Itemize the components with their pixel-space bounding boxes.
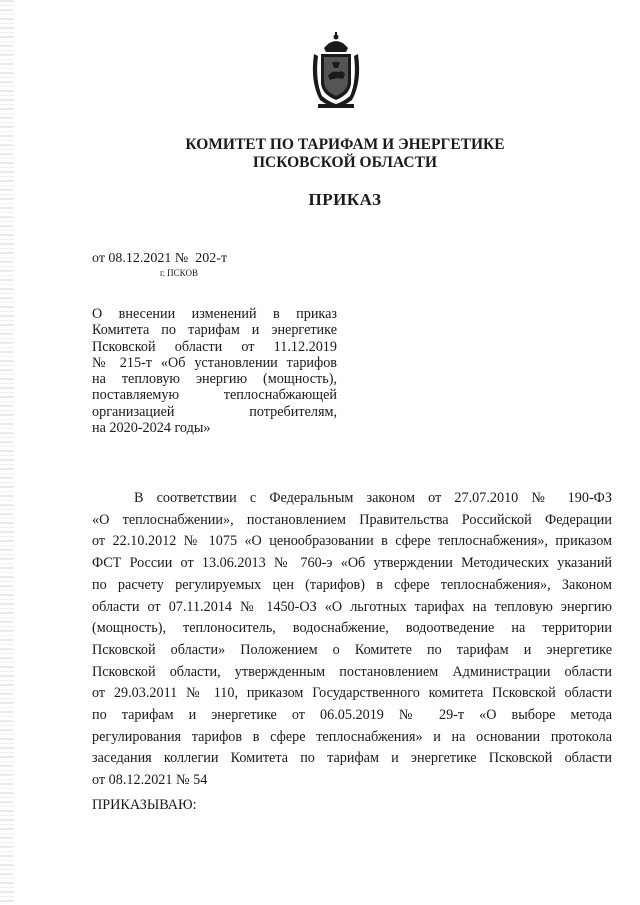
subject-line: на 2020-2024 годы» (92, 420, 211, 437)
coat-of-arms-icon (310, 32, 362, 110)
document-type: ПРИКАЗ (308, 190, 382, 209)
organization-title-line-2: ПСКОВСКОЙ ОБЛАСТИ (252, 154, 437, 171)
body-line: Псковской области, утвержденным постановлением Администрации области (92, 663, 612, 680)
subject-line: № 215-т «Об установлении тарифов (92, 354, 337, 371)
body-paragraph (92, 488, 612, 792)
organization-title-line-1: КОМИТЕТ ПО ТАРИФАМ И ЭНЕРГЕТИКЕ (185, 136, 505, 153)
body-line: ФСТ России от 13.06.2013 № 760-э «Об утверждении Методических указаний (92, 555, 612, 572)
body-line: по тарифам и энергетике от 06.05.2019 № 29-т «О выборе метода (92, 707, 612, 724)
subject-line: поставляемую теплоснабжающей (92, 387, 337, 404)
subject-line: Псковской области от 11.12.2019 (92, 338, 337, 355)
body-line: В соответствии с Федеральным законом от 27.07.2010 № 190-ФЗ (134, 490, 612, 506)
body-line: «О теплоснабжении», постановлением Правительства Российской Федерации (92, 511, 612, 528)
organization-title (120, 136, 570, 172)
body-line: от 22.10.2012 № 1075 «О ценообразовании в сфере теплоснабжения», приказом (92, 533, 612, 550)
body-line: Псковской области» Положением о Комитете по тарифам и энергетике (92, 641, 612, 658)
scan-edge (0, 0, 14, 905)
subject-line: Комитета по тарифам и энергетике (92, 322, 337, 339)
subject-line: на тепловую энергию (мощность), (92, 371, 337, 388)
order-word: ПРИКАЗЫВАЮ: (92, 797, 197, 813)
city: г. ПСКОВ (160, 268, 198, 278)
body-line: заседания коллегии Комитета по тарифам и энергетике Псковской области (92, 750, 612, 767)
date-number: от 08.12.2021 № 202-т (92, 251, 228, 266)
body-line: по расчету регулируемых цен (тарифов) в сфере теплоснабжения», Законом (92, 576, 612, 593)
body-line: регулирования тарифов в сфере теплоснабжения» и на основании протокола (92, 728, 612, 745)
subject-line: О внесении изменений в приказ (92, 306, 337, 322)
body-line: от 08.12.2021 № 54 (92, 772, 208, 789)
body-line: (мощность), теплоноситель, водоснабжение, водоотведение на территории (92, 620, 612, 637)
subject-line: организацией потребителям, (92, 403, 337, 420)
subject-block (92, 306, 337, 436)
body-line: области от 07.11.2014 № 1450-ОЗ «О льготных тарифах на тепловую энергию (92, 598, 612, 615)
body-line: от 29.03.2011 № 110, приказом Государственного комитета Псковской области (92, 685, 612, 702)
